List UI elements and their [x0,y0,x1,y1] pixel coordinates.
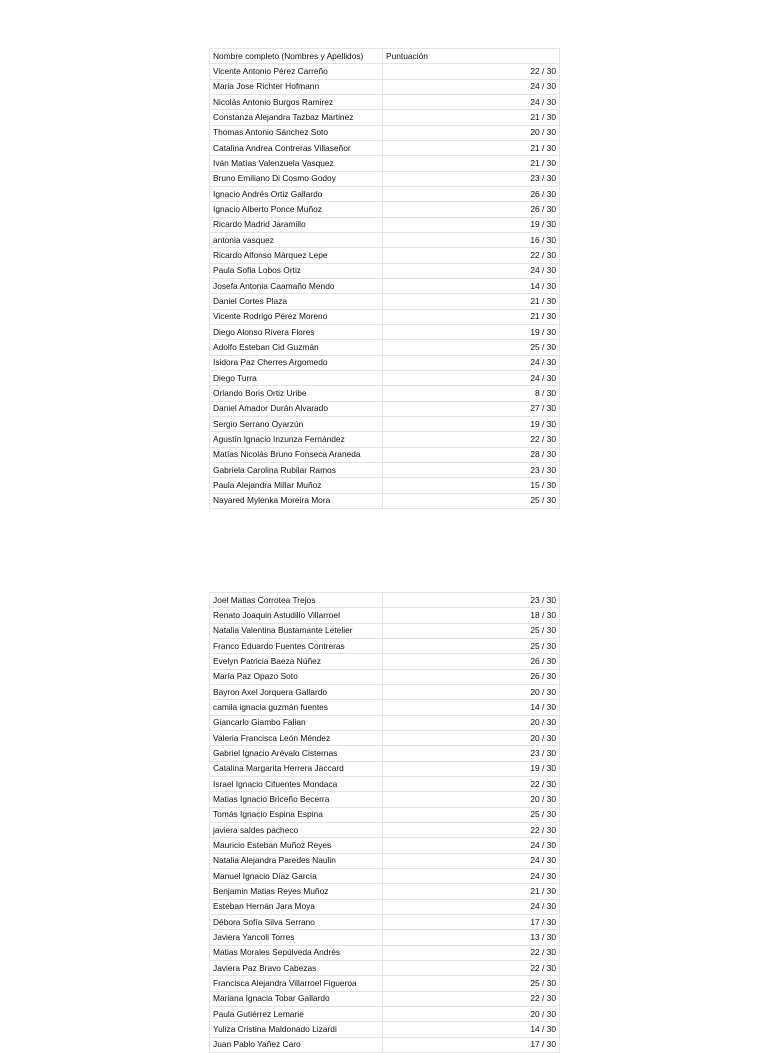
student-name-cell: Gabriela Carolina Rubilar Ramos [210,462,383,477]
score-cell: 22 / 30 [383,822,560,837]
student-name-cell: Giancarlo Giambo Falian [210,715,383,730]
table-row [210,930,560,945]
table-row [210,140,560,155]
table-row [210,447,560,462]
student-name-cell: Catalina Andrea Contreras Villaseñor [210,140,383,155]
student-name-cell: Vicente Rodrigo Pérez Moreno [210,309,383,324]
table-row [210,171,560,186]
table-row [210,79,560,94]
score-cell: 23 / 30 [383,593,560,608]
score-cell: 13 / 30 [383,930,560,945]
table-row [210,593,560,608]
table-row [210,340,560,355]
score-cell: 25 / 30 [383,493,560,508]
score-cell: 22 / 30 [383,960,560,975]
student-name-cell: Daniel Amador Durán Alvarado [210,401,383,416]
table-row [210,700,560,715]
student-name-cell: Ignacio Alberto Ponce Muñoz [210,202,383,217]
student-name-cell: Débora Sofía Silva Serrano [210,914,383,929]
student-name-cell: Isidora Paz Cherres Argomedo [210,355,383,370]
table-row [210,125,560,140]
score-cell: 25 / 30 [383,638,560,653]
score-cell: 14 / 30 [383,1022,560,1037]
student-name-cell: Agustín Ignacio Inzunza Fernández [210,432,383,447]
table-row [210,792,560,807]
table-row [210,110,560,125]
table-row [210,278,560,293]
table-row [210,64,560,79]
student-name-cell: Israel Ignacio Cifuentes Mondaca [210,776,383,791]
student-name-cell: Evelyn Patricia Baeza Núñez [210,654,383,669]
score-cell: 15 / 30 [383,478,560,493]
student-name-cell: Paula Alejandra Millar Muñoz [210,478,383,493]
student-name-cell: Josefa Antonia Caamaño Mendo [210,278,383,293]
student-name-cell: Constanza Alejandra Tazbaz Martinez [210,110,383,125]
scores-table-2 [209,592,560,1053]
score-cell: 24 / 30 [383,94,560,109]
student-name-cell: Matías Nicolás Bruno Fonseca Araneda [210,447,383,462]
score-cell: 22 / 30 [383,945,560,960]
student-name-cell: Paula Sofia Lobos Ortiz [210,263,383,278]
table-row [210,263,560,278]
student-name-cell: Yuliza Cristina Maldonado Lizardi [210,1022,383,1037]
table-row [210,186,560,201]
score-cell: 21 / 30 [383,140,560,155]
table-row [210,684,560,699]
student-name-cell: Ignacio Andrés Ortiz Gallardo [210,186,383,201]
table-row [210,493,560,508]
table-row [210,1037,560,1052]
student-name-cell: Diego Turra [210,370,383,385]
student-name-cell: Diego Alonso Rivera Flores [210,324,383,339]
score-cell: 26 / 30 [383,654,560,669]
table-row [210,807,560,822]
score-cell: 17 / 30 [383,1037,560,1052]
table-row [210,608,560,623]
table-row [210,868,560,883]
score-cell: 26 / 30 [383,186,560,201]
score-cell: 20 / 30 [383,125,560,140]
table-row [210,217,560,232]
student-name-cell: Thomas Antonio Sánchez Soto [210,125,383,140]
score-cell: 24 / 30 [383,868,560,883]
student-name-cell: Mauricio Esteban Muñoz Reyes [210,838,383,853]
table-row [210,401,560,416]
student-name-cell: Ricardo Madrid Jaramillo [210,217,383,232]
score-cell: 22 / 30 [383,248,560,263]
table-row [210,654,560,669]
student-name-cell: Orlando Boris Ortiz Uribe [210,386,383,401]
table-row [210,355,560,370]
student-name-cell: Franco Eduardo Fuentes Contreras [210,638,383,653]
student-name-cell: Adolfo Esteban Cid Guzmán [210,340,383,355]
table-row [210,669,560,684]
table-row [210,838,560,853]
score-cell: 25 / 30 [383,976,560,991]
score-cell: 8 / 30 [383,386,560,401]
student-name-cell: Bayron Axel Jorquera Gallardo [210,684,383,699]
student-name-cell: Nicolás Antonio Burgos Ramirez [210,94,383,109]
score-cell: 22 / 30 [383,991,560,1006]
score-cell: 24 / 30 [383,838,560,853]
student-name-cell: Matias Morales Sepúlveda Andrés [210,945,383,960]
table-row [210,853,560,868]
score-cell: 23 / 30 [383,746,560,761]
score-cell: 19 / 30 [383,217,560,232]
score-cell: 25 / 30 [383,623,560,638]
student-name-cell: Vicente Antonio Pérez Carreño [210,64,383,79]
score-cell: 24 / 30 [383,853,560,868]
student-name-cell: Natalia Valentina Bustamante Letelier [210,623,383,638]
score-cell: 22 / 30 [383,776,560,791]
table-row [210,232,560,247]
student-name-cell: Renato Joaquin Astudillo Villarroel [210,608,383,623]
score-cell: 21 / 30 [383,884,560,899]
score-cell: 20 / 30 [383,715,560,730]
score-cell: 24 / 30 [383,79,560,94]
name-column-header: Nombre completo (Nombres y Apellidos) [210,49,383,64]
student-name-cell: javiera saldes pacheco [210,822,383,837]
student-name-cell: Ricardo Alfonso Márquez Lepe [210,248,383,263]
student-name-cell: Esteban Hernán Jara Moya [210,899,383,914]
table-body [210,593,560,1053]
student-name-cell: Juan Pablo Yañez Caro [210,1037,383,1052]
student-name-cell: Maria Jose Richter Hofmann [210,79,383,94]
score-cell: 18 / 30 [383,608,560,623]
student-name-cell: Natalia Alejandra Paredes Naulin [210,853,383,868]
score-cell: 20 / 30 [383,792,560,807]
table-row [210,294,560,309]
table-row [210,730,560,745]
student-name-cell: Nayared Mylenka Moreira Mora [210,493,383,508]
table-row [210,884,560,899]
table-row [210,202,560,217]
table-row [210,386,560,401]
student-name-cell: María Paz Opazo Soto [210,669,383,684]
score-cell: 26 / 30 [383,669,560,684]
student-name-cell: Javiera Yancoli Torres [210,930,383,945]
table-row [210,715,560,730]
student-name-cell: antonia vasquez [210,232,383,247]
student-name-cell: Sergio Serrano Oyarzún [210,416,383,431]
score-cell: 20 / 30 [383,684,560,699]
table-row [210,324,560,339]
score-cell: 14 / 30 [383,700,560,715]
score-cell: 21 / 30 [383,110,560,125]
student-name-cell: Gabriel Ignacio Arévalo Cisternas [210,746,383,761]
score-cell: 17 / 30 [383,914,560,929]
score-cell: 19 / 30 [383,324,560,339]
student-name-cell: Matias Ignacio Briceño Becerra [210,792,383,807]
table-row [210,976,560,991]
score-cell: 20 / 30 [383,1006,560,1021]
score-cell: 23 / 30 [383,462,560,477]
table-row [210,638,560,653]
table-row [210,370,560,385]
table-body [210,49,560,509]
score-cell: 24 / 30 [383,899,560,914]
score-cell: 27 / 30 [383,401,560,416]
table-row [210,478,560,493]
table-row [210,761,560,776]
score-cell: 23 / 30 [383,171,560,186]
table-row [210,945,560,960]
table-row [210,248,560,263]
score-column-header: Puntuación [383,49,560,64]
table-row [210,776,560,791]
score-cell: 26 / 30 [383,202,560,217]
student-name-cell: Francisca Alejandra Villarroel Figueroa [210,976,383,991]
table-row [210,309,560,324]
student-name-cell: Joel Matias Corrotea Trejos [210,593,383,608]
score-cell: 21 / 30 [383,294,560,309]
table-row [210,960,560,975]
score-cell: 19 / 30 [383,761,560,776]
score-cell: 24 / 30 [383,355,560,370]
score-cell: 24 / 30 [383,370,560,385]
table-row [210,94,560,109]
header-row [210,49,560,64]
score-cell: 24 / 30 [383,263,560,278]
student-name-cell: Benjamin Matias Reyes Muñoz [210,884,383,899]
table-row [210,899,560,914]
student-name-cell: camila ignacia guzmán fuentes [210,700,383,715]
score-cell: 19 / 30 [383,416,560,431]
student-name-cell: Manuel Ignacio Díaz García [210,868,383,883]
score-cell: 25 / 30 [383,340,560,355]
table-row [210,1006,560,1021]
score-cell: 16 / 30 [383,232,560,247]
table-row [210,156,560,171]
score-cell: 21 / 30 [383,156,560,171]
table-row [210,432,560,447]
table-row [210,822,560,837]
score-cell: 20 / 30 [383,730,560,745]
table-row [210,623,560,638]
student-name-cell: Tomás Ignacio Espina Espina [210,807,383,822]
student-name-cell: Bruno Emiliano Di Cosmo Godoy [210,171,383,186]
score-cell: 28 / 30 [383,447,560,462]
table-row [210,416,560,431]
score-cell: 14 / 30 [383,278,560,293]
student-name-cell: Paula Gutiérrez Lemarie [210,1006,383,1021]
table-row [210,991,560,1006]
student-name-cell: Catalina Margarita Herrera Jaccard [210,761,383,776]
score-cell: 22 / 30 [383,432,560,447]
score-cell: 22 / 30 [383,64,560,79]
student-name-cell: Mariana Ignacia Tobar Gallardo [210,991,383,1006]
scores-table-1 [209,48,560,509]
table-row [210,462,560,477]
table-row [210,746,560,761]
student-name-cell: Daniel Cortes Plaza [210,294,383,309]
student-name-cell: Valeria Francisca León Méndez [210,730,383,745]
student-name-cell: Iván Matías Valenzuela Vasquez [210,156,383,171]
score-cell: 25 / 30 [383,807,560,822]
score-cell: 21 / 30 [383,309,560,324]
student-name-cell: Javiera Paz Bravo Cabezas [210,960,383,975]
table-row [210,914,560,929]
